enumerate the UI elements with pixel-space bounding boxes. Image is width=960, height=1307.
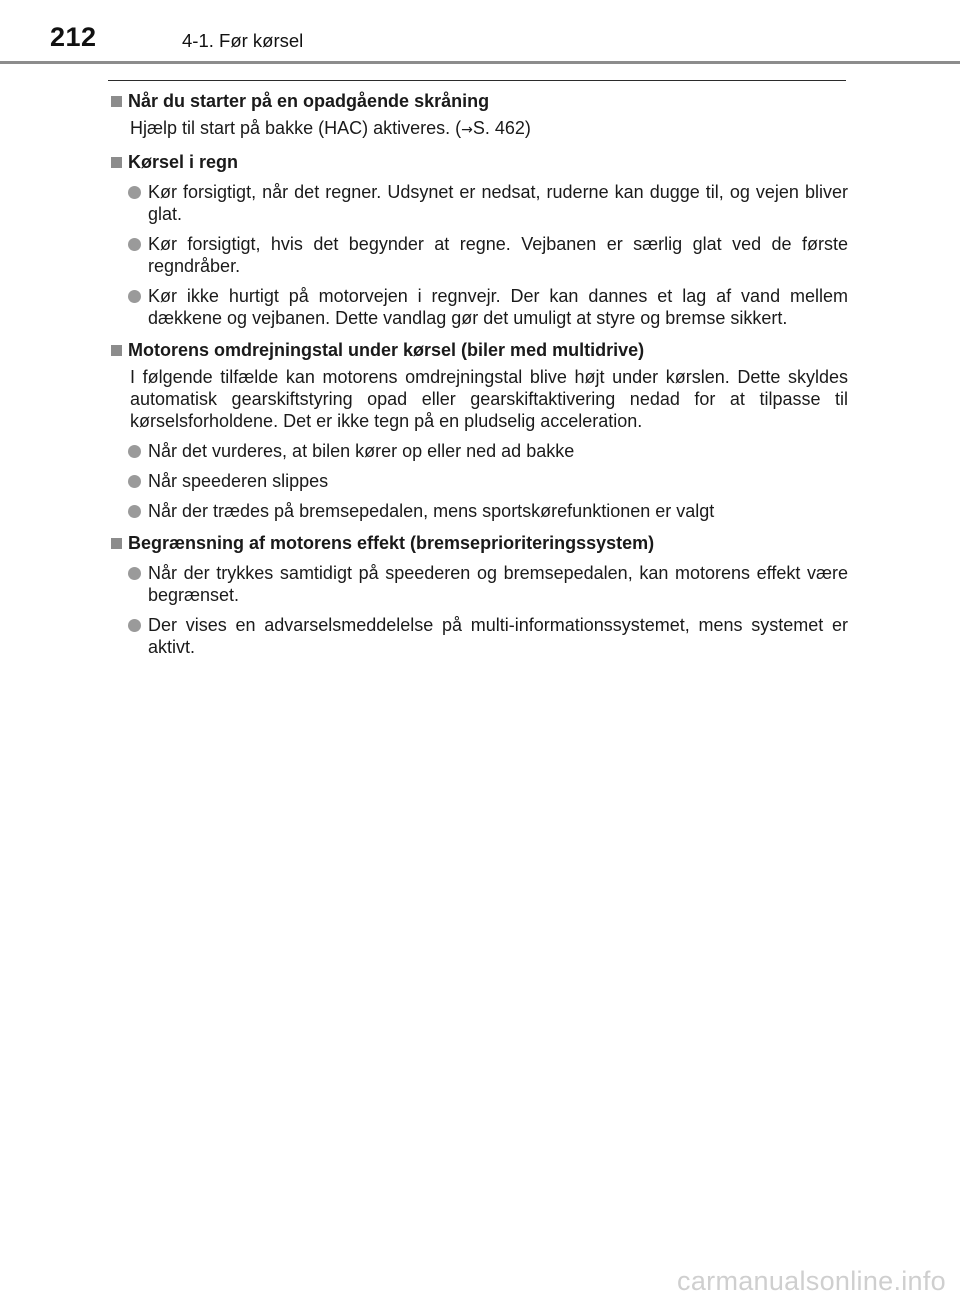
page-header: [0, 0, 960, 66]
list-item-text: Kør forsigtigt, hvis det begynder at regne. Vejbanen er særlig glat ved de første regndråber.: [148, 234, 848, 276]
circle-bullet-icon: [128, 505, 141, 518]
page-reference-link[interactable]: S. 462): [472, 118, 531, 138]
list-item: [110, 500, 848, 522]
chapter-title: 4-1. Før kørsel: [182, 30, 304, 51]
section-paragraph-uphill: [110, 117, 848, 141]
circle-bullet-icon: [128, 567, 141, 580]
circle-bullet-icon: [128, 238, 141, 251]
circle-bullet-icon: [128, 290, 141, 303]
section-heading-text: Motorens omdrejningstal under kørsel (biler med multidrive): [128, 340, 645, 360]
square-bullet-icon: [111, 96, 122, 107]
list-item-text: Kør forsigtigt, når det regner. Udsynet er nedsat, ruderne kan dugge til, og vejen bliver glat.: [148, 182, 848, 224]
list-item: [110, 562, 848, 606]
list-item: [110, 470, 848, 492]
page-number: 212: [50, 22, 97, 52]
list-item-text: Når speederen slippes: [148, 471, 329, 491]
list-item: [110, 614, 848, 658]
list-item: [110, 285, 848, 329]
list-item-text: Når der trykkes samtidigt på speederen og bremsepedalen, kan motorens effekt være begrænset.: [148, 563, 848, 605]
square-bullet-icon: [111, 157, 122, 168]
list-item: [110, 181, 848, 225]
square-bullet-icon: [111, 345, 122, 356]
paragraph-text: Hjælp til start på bakke (HAC) aktiveres. (: [130, 118, 462, 138]
watermark: carmanualsonline.info: [677, 1266, 946, 1296]
section-heading-uphill: [110, 90, 848, 112]
circle-bullet-icon: [128, 619, 141, 632]
list-item-text: Når det vurderes, at bilen kører op eller ned ad bakke: [148, 441, 575, 461]
list-item: [110, 440, 848, 462]
circle-bullet-icon: [128, 475, 141, 488]
list-item-text: Når der trædes på bremsepedalen, mens sportskørefunktionen er valgt: [148, 501, 715, 521]
circle-bullet-icon: [128, 445, 141, 458]
section-heading-text: Begrænsning af motorens effekt (bremseprioriteringssystem): [128, 533, 655, 553]
circle-bullet-icon: [128, 186, 141, 199]
section-heading-limit: [110, 532, 848, 554]
section-heading-text: Når du starter på en opadgående skråning: [128, 91, 490, 111]
header-divider: [0, 61, 960, 64]
list-item: [110, 233, 848, 277]
list-item-text: Der vises en advarselsmeddelelse på multi-informationssystemet, mens systemet er aktivt.: [148, 615, 848, 657]
content-top-divider: [108, 80, 846, 81]
square-bullet-icon: [111, 538, 122, 549]
section-heading-rain: [110, 151, 848, 173]
page-content: [110, 90, 848, 658]
section-heading-rpm: [110, 339, 848, 361]
list-item-text: Kør ikke hurtigt på motorvejen i regnvejr. Der kan dannes et lag af vand mellem dækkene og vejbanen. Dette vandlag gør det umuligt at styre og bremse sikkert.: [148, 286, 848, 328]
arrow-right-icon: →: [461, 122, 473, 138]
section-heading-text: Kørsel i regn: [128, 152, 239, 172]
section-paragraph-rpm: I følgende tilfælde kan motorens omdrejningstal blive højt under kørslen. Dette skyldes automatisk gearskiftstyring opad eller gearskiftaktivering nedad for at tilpasse til kørselsforholdene. Det er ikke tegn på en pludselig acceleration.: [130, 367, 848, 431]
